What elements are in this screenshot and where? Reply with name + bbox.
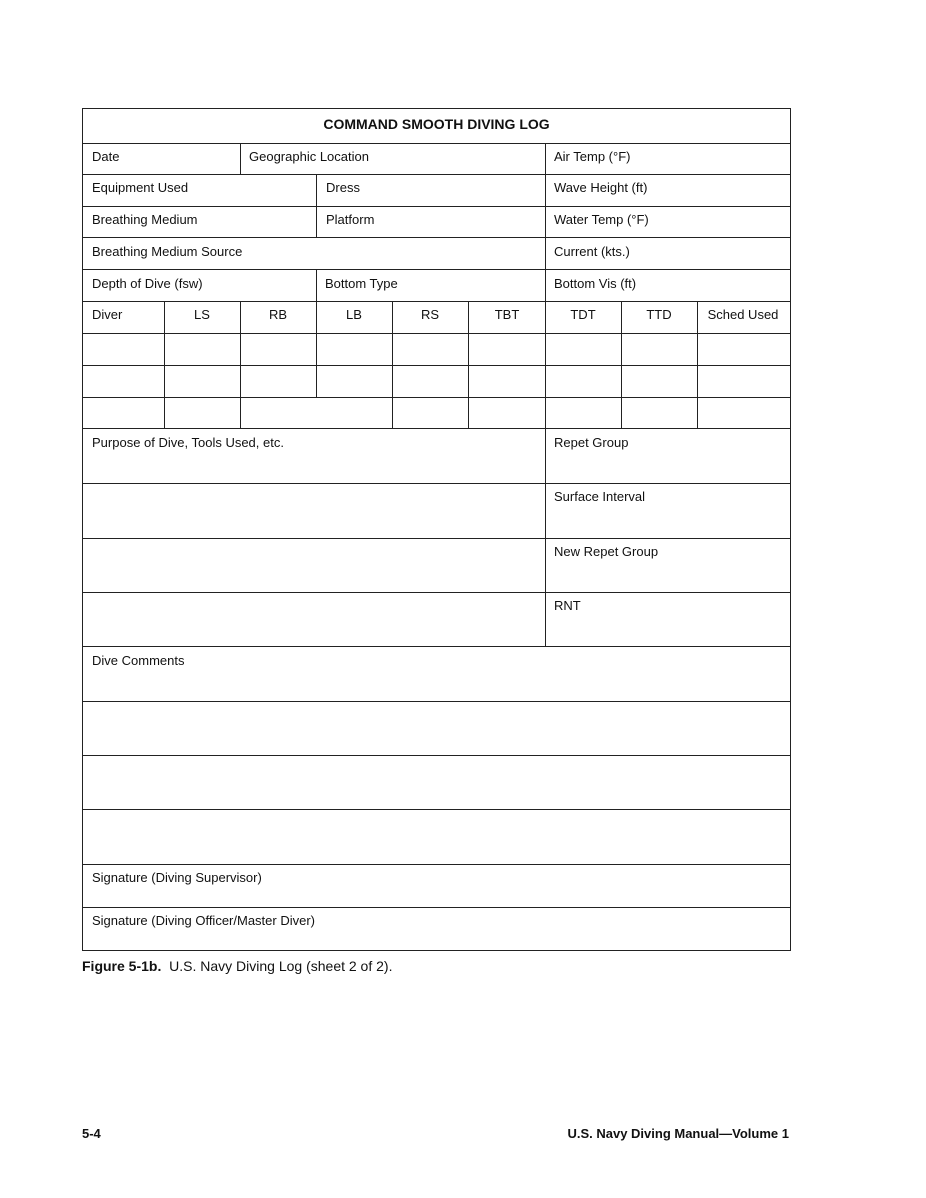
dive-comments-label: Dive Comments	[92, 653, 185, 668]
rule	[83, 269, 790, 270]
diving-log-form	[82, 108, 791, 951]
depth-of-dive-label: Depth of Dive (fsw)	[92, 276, 203, 291]
rule	[83, 907, 790, 908]
column-header-lb: LB	[346, 307, 362, 322]
column-header-rb: RB	[268, 307, 288, 322]
signature-supervisor-label: Signature (Diving Supervisor)	[92, 870, 262, 885]
figure-caption	[82, 958, 392, 975]
rule	[316, 269, 317, 397]
platform-label: Platform	[326, 212, 375, 227]
rule	[83, 592, 790, 593]
rule	[545, 143, 546, 428]
wave-height-label: Wave Height (ft)	[554, 180, 648, 195]
rule	[468, 301, 469, 428]
breathing-medium-source-label: Breathing Medium Source	[92, 244, 243, 259]
date-label: Date	[92, 149, 120, 164]
column-header-ttd: TTD	[646, 307, 672, 322]
column-header-ls: LS	[194, 307, 210, 322]
bottom-vis-label: Bottom Vis (ft)	[554, 276, 637, 291]
rule	[83, 397, 790, 398]
rule	[83, 483, 790, 484]
rule	[83, 864, 790, 865]
rule	[83, 365, 790, 366]
bottom-type-label: Bottom Type	[325, 276, 398, 291]
rule	[83, 174, 790, 175]
rnt-label: RNT	[554, 598, 581, 613]
dress-label: Dress	[326, 180, 360, 195]
rule	[83, 701, 790, 702]
column-header-diver: Diver	[92, 307, 123, 322]
equipment-used-label: Equipment Used	[92, 180, 189, 195]
rule	[83, 143, 790, 144]
rule	[83, 206, 790, 207]
column-header-tbt: TBT	[494, 307, 520, 322]
rule	[240, 143, 241, 174]
rule	[621, 301, 622, 428]
rule	[164, 301, 165, 428]
rule	[697, 301, 698, 428]
signature-officer-label: Signature (Diving Officer/Master Diver)	[92, 913, 315, 928]
geographic-location-label: Geographic Location	[249, 149, 369, 164]
rule	[83, 301, 790, 302]
air-temp-label: Air Temp (°F)	[554, 149, 631, 164]
manual-title: U.S. Navy Diving Manual—Volume 1	[567, 1126, 789, 1141]
rule	[392, 301, 393, 428]
purpose-of-dive-label: Purpose of Dive, Tools Used, etc.	[92, 435, 284, 450]
new-repet-group-label: New Repet Group	[554, 544, 659, 559]
column-header-sched-used: Sched Used	[707, 307, 779, 322]
rule	[83, 237, 790, 238]
rule	[83, 333, 790, 334]
rule	[83, 428, 790, 429]
figure-caption-text: U.S. Navy Diving Log (sheet 2 of 2).	[169, 958, 393, 974]
surface-interval-label: Surface Interval	[554, 489, 646, 504]
water-temp-label: Water Temp (°F)	[554, 212, 649, 227]
column-header-tdt: TDT	[570, 307, 596, 322]
rule	[545, 428, 546, 646]
form-title: COMMAND SMOOTH DIVING LOG	[323, 116, 550, 132]
rule	[83, 646, 790, 647]
figure-number: Figure 5-1b.	[82, 958, 162, 974]
repet-group-label: Repet Group	[554, 435, 629, 450]
column-header-rs: RS	[420, 307, 440, 322]
rule	[83, 755, 790, 756]
current-label: Current (kts.)	[554, 244, 630, 259]
page-number: 5-4	[82, 1126, 101, 1141]
rule	[83, 809, 790, 810]
breathing-medium-label: Breathing Medium	[92, 212, 198, 227]
rule	[316, 174, 317, 237]
rule	[240, 301, 241, 428]
rule	[83, 538, 790, 539]
